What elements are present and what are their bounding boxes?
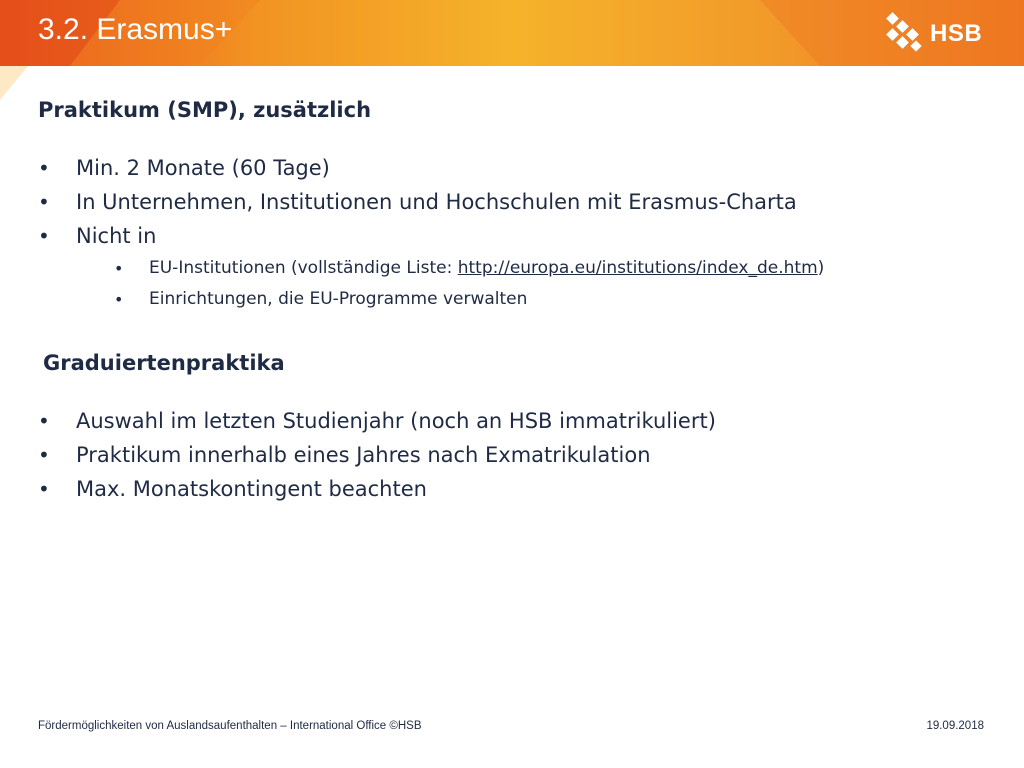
header-bar xyxy=(0,0,1024,66)
hsb-logo-text: HSB xyxy=(930,20,983,47)
list-item: • Nicht in xyxy=(38,219,998,253)
graduierten-list xyxy=(38,404,998,506)
eu-institutions-link[interactable]: http://europa.eu/institutions/index_de.htm xyxy=(457,258,818,278)
exclusion-sublist xyxy=(38,253,998,315)
heading-praktikum: Praktikum (SMP), zusätzlich xyxy=(38,98,372,122)
eu-institutions-suffix: ) xyxy=(817,258,825,278)
corner-decoration xyxy=(0,66,40,106)
footer-date: 19.09.2018 xyxy=(926,720,984,732)
sub-list-item xyxy=(38,253,998,284)
sub-list-item: • Einrichtungen, die EU-Programme verwalten xyxy=(38,284,998,315)
heading-graduiertenpraktika: Graduiertenpraktika xyxy=(43,351,285,375)
eu-institutions-text: EU-Institutionen (vollständige Liste: xyxy=(149,258,458,278)
slide-title: 3.2. Erasmus+ xyxy=(38,13,233,46)
list-item: • Max. Monatskontingent beachten xyxy=(38,472,998,506)
hsb-logo xyxy=(886,12,996,54)
list-item: • Min. 2 Monate (60 Tage) xyxy=(38,151,998,185)
footer-text: Fördermöglichkeiten von Auslandsaufenthalten – International Office ©HSB xyxy=(38,720,422,732)
list-item: • Auswahl im letzten Studienjahr (noch an HSB immatrikuliert) xyxy=(38,404,998,438)
list-item: • In Unternehmen, Institutionen und Hochschulen mit Erasmus-Charta xyxy=(38,185,998,219)
slide-content xyxy=(38,96,998,506)
hsb-logo-mark-icon xyxy=(886,12,926,54)
list-item: • Praktikum innerhalb eines Jahres nach Exmatrikulation xyxy=(38,438,998,472)
praktikum-list xyxy=(38,151,998,253)
